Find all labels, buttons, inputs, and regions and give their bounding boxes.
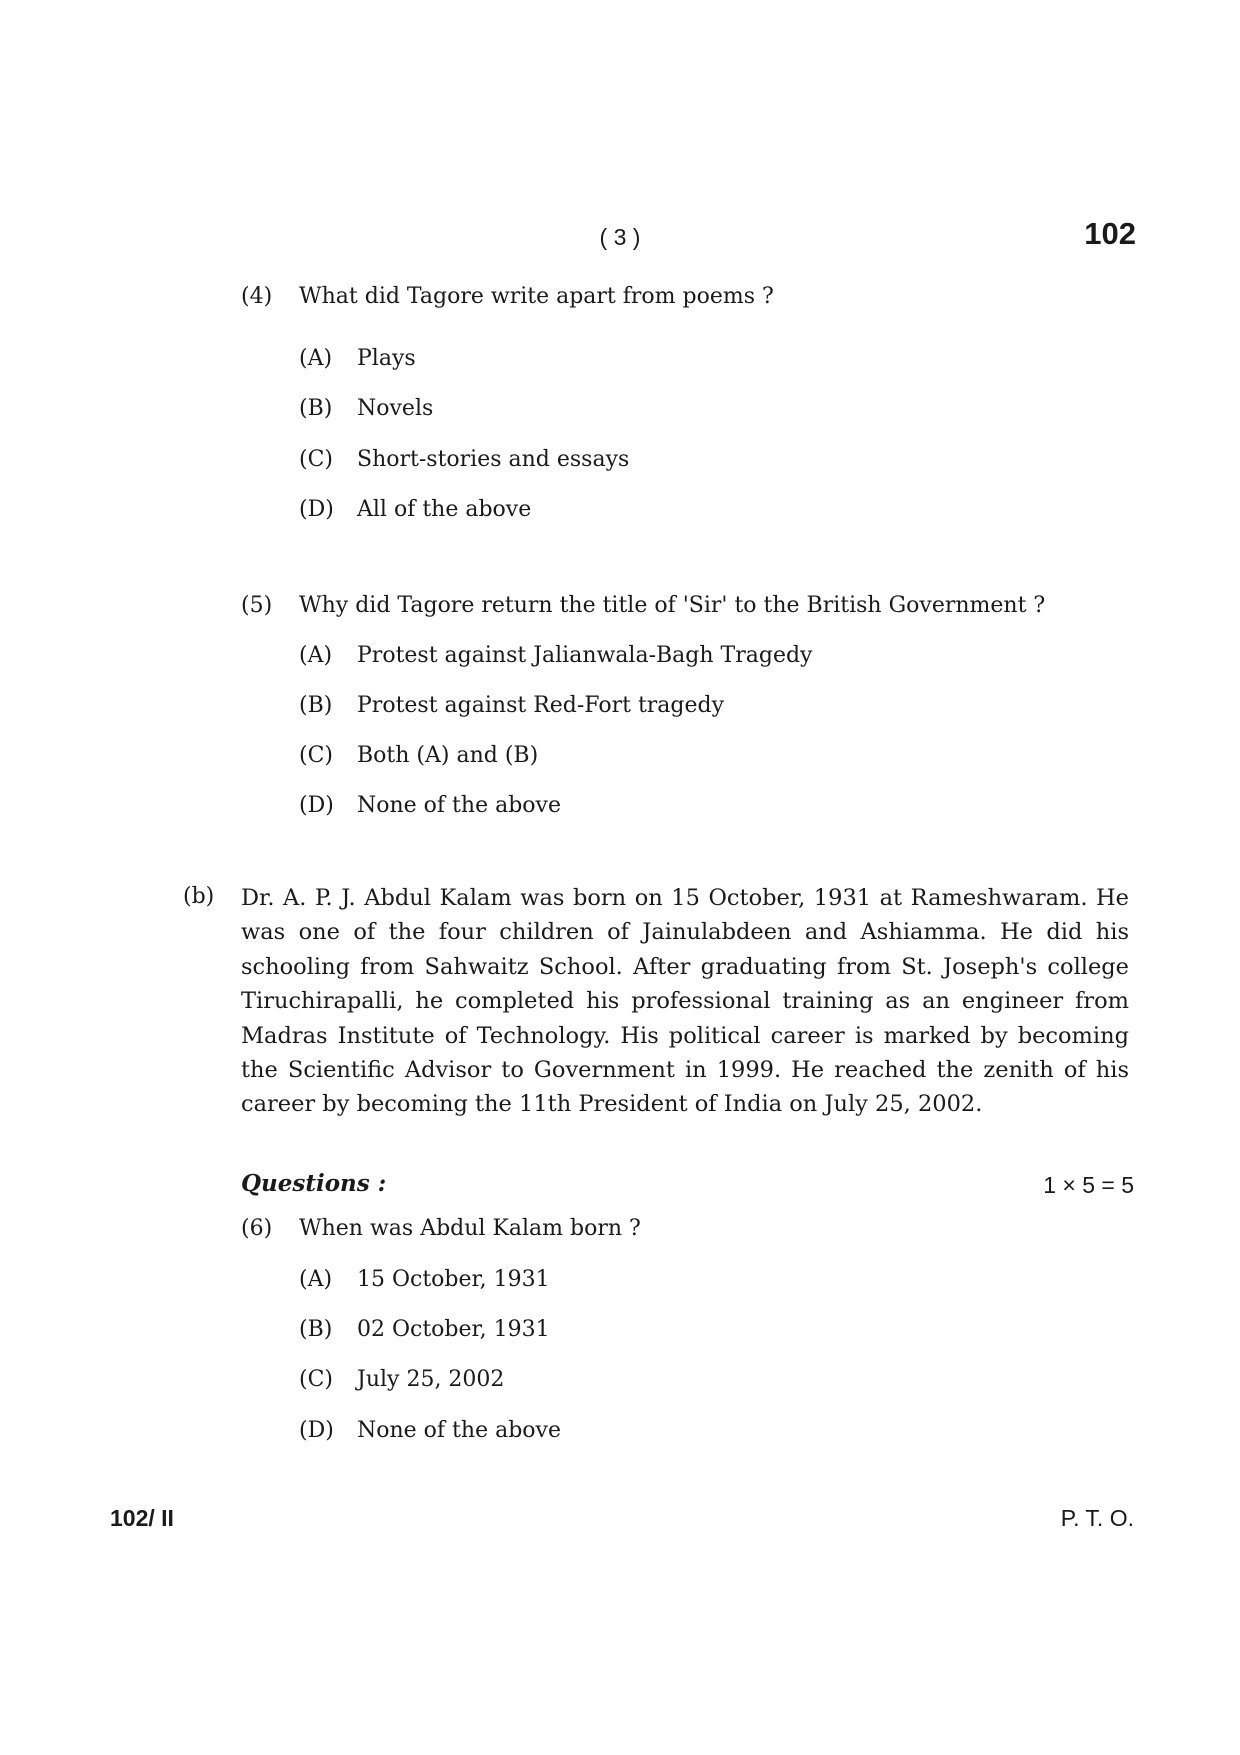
option-text: July 25, 2002 [357,1367,505,1392]
marks-allocation: 1 × 5 = 5 [1043,1172,1134,1198]
question-number: (4) [241,284,273,309]
option-text: 15 October, 1931 [357,1267,550,1292]
option-text: Novels [357,396,434,421]
question-number: (5) [241,593,273,618]
option-label: (C) [299,447,333,472]
option-text: Plays [357,346,416,371]
option-text: All of the above [357,497,532,522]
option-label: (B) [299,396,333,421]
please-turn-over: P. T. O. [1060,1505,1134,1531]
option-label: (A) [299,346,333,371]
option-label: (B) [299,1317,333,1342]
option-text: 02 October, 1931 [357,1317,550,1342]
section-label: (b) [183,884,215,909]
option-label: (D) [299,1418,334,1443]
option-text: Protest against Jalianwala-Bagh Tragedy [357,643,813,668]
option-label: (A) [299,1267,333,1292]
option-label: (D) [299,793,334,818]
option-label: (D) [299,497,334,522]
option-label: (B) [299,693,333,718]
footer-paper-code: 102/ II [110,1505,174,1531]
question-text: When was Abdul Kalam born ? [299,1216,641,1241]
option-label: (A) [299,643,333,668]
option-label: (C) [299,743,333,768]
option-text: None of the above [357,1418,561,1443]
questions-heading: Questions : [241,1170,387,1197]
option-text: None of the above [357,793,561,818]
passage-paragraph: Dr. A. P. J. Abdul Kalam was born on 15 October, 1931 at Rameshwaram. He was one of the four children of Jainulabdeen and Ashiamma. He did his schooling from Sahwaitz School. After graduating from St. Joseph's college Tiruchirapalli, he completed his professional training as an engineer from Madras Institute of Technology. His political career is marked by becoming the Scientific Advisor to Government in 1999. He reached the zenith of his career by becoming the 11th President of India on July 25, 2002. [241,885,1129,1118]
paper-code: 102 [1084,216,1136,251]
option-text: Short-stories and essays [357,447,630,472]
option-label: (C) [299,1367,333,1392]
question-text: Why did Tagore return the title of 'Sir' to the British Government ? [299,593,1046,618]
option-text: Protest against Red-Fort tragedy [357,693,725,718]
question-text: What did Tagore write apart from poems ? [299,284,774,309]
question-number: (6) [241,1216,273,1241]
page-number: ( 3 ) [599,224,641,250]
option-text: Both (A) and (B) [357,743,539,768]
